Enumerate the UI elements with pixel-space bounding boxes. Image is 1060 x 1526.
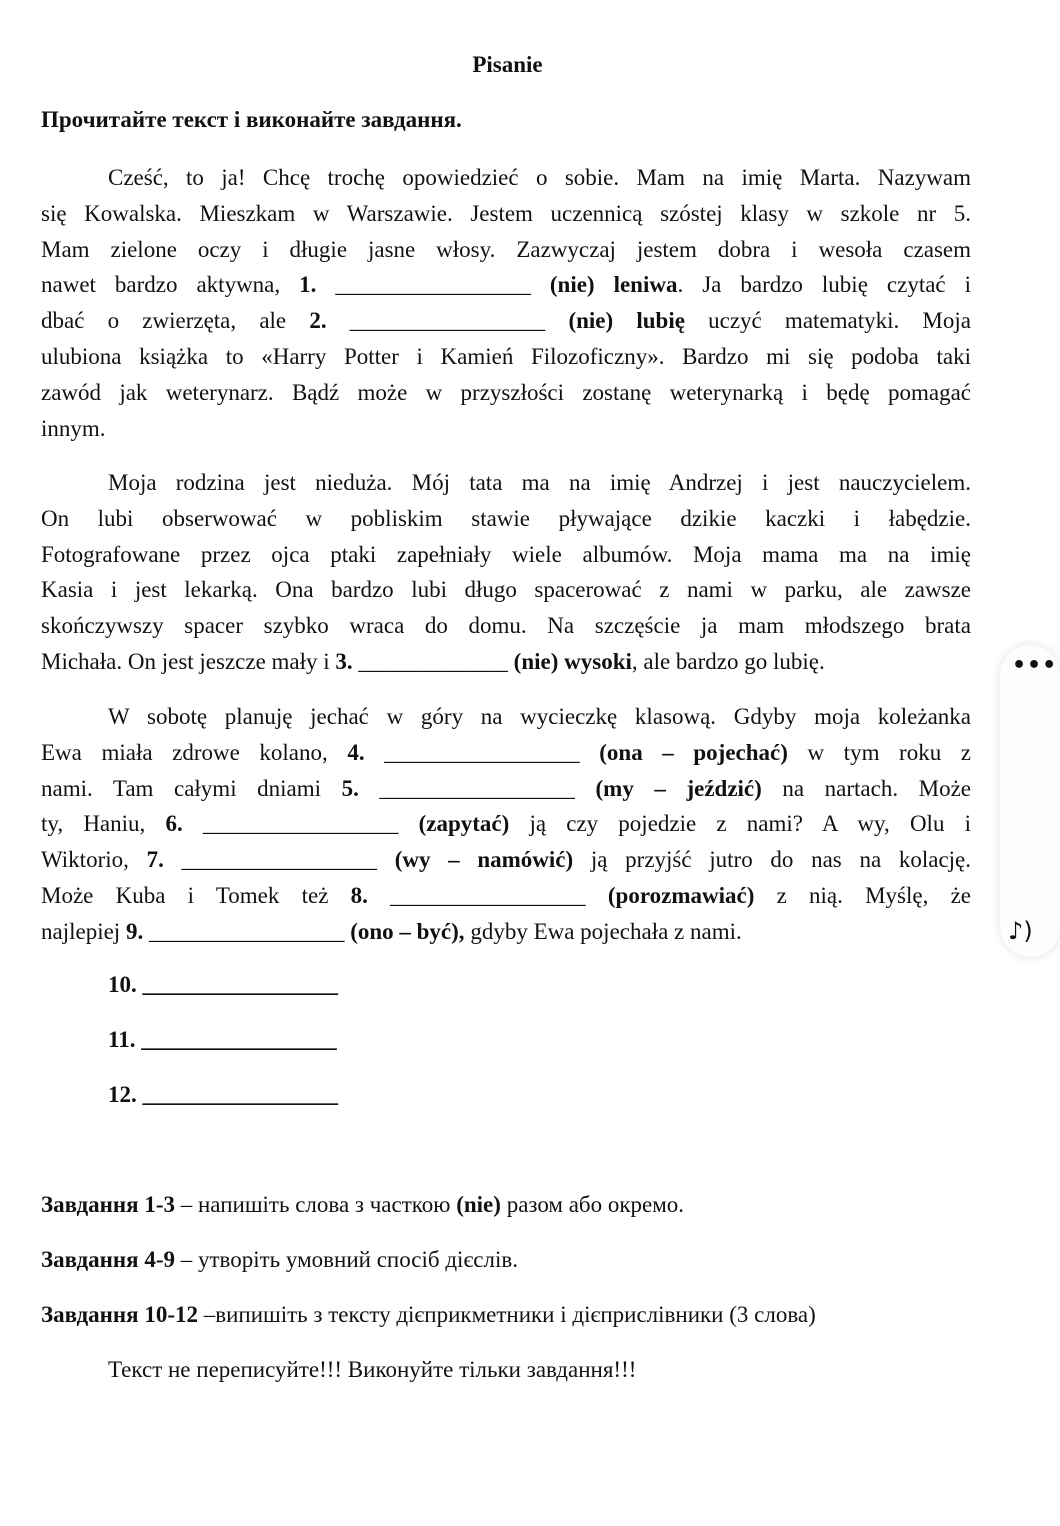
text-run: , ale bardzo go lubię. bbox=[631, 648, 825, 674]
text-line bbox=[41, 232, 971, 268]
text-run: _________________ bbox=[358, 775, 596, 801]
text-line bbox=[41, 339, 971, 375]
text-run: _________________ bbox=[163, 847, 395, 873]
paragraph-2 bbox=[41, 465, 971, 680]
text-line bbox=[41, 878, 971, 914]
text-run: ją czy pojedzie z nami? A wy, Olu i bbox=[509, 811, 972, 837]
task-label: Завдання 10-12 bbox=[41, 1302, 198, 1327]
text-line bbox=[41, 608, 971, 644]
text-run: się Kowalska. Mieszkam w Warszawie. Jestem uczennicą szóstej klasy w szkole nr 5. bbox=[41, 200, 971, 226]
document-title: Pisanie bbox=[472, 52, 543, 77]
bold-text: 1. bbox=[299, 272, 317, 298]
bold-text: (ona – pojechać) bbox=[599, 739, 788, 765]
bold-text: (nie) leniwa bbox=[549, 272, 678, 298]
text-line bbox=[41, 771, 971, 807]
text-run: _________________ bbox=[182, 811, 419, 837]
more-icon[interactable]: ••• bbox=[1012, 653, 1058, 678]
bold-text: 4. bbox=[347, 739, 365, 765]
text-run: innym. bbox=[41, 415, 106, 441]
bold-text: (nie) wysoki bbox=[513, 648, 632, 674]
text-line bbox=[41, 465, 971, 501]
answer-line-10: 10. _________________ bbox=[108, 972, 338, 997]
text-run: skończywszy spacer szybko wraca do domu. Na szczęście ja mam młodszego brata bbox=[41, 613, 971, 639]
text-run: Ewa miała zdrowe kolano, bbox=[41, 739, 348, 765]
bold-text: (zapytać) bbox=[418, 811, 510, 837]
text-run: Fotografowane przez ojca ptaki zapełniały wiele albumów. Moja mama ma na imię bbox=[41, 541, 971, 567]
text-run: gdyby Ewa pojechała z nami. bbox=[464, 918, 742, 944]
text-run: Kasia i jest lekarką. Ona bardzo lubi długo spacerować z nami w parku, ale zawsze bbox=[41, 577, 971, 603]
text-line bbox=[41, 735, 971, 771]
text-run: Może Kuba i Tomek też bbox=[41, 882, 351, 908]
text-line bbox=[41, 842, 971, 878]
text-line bbox=[41, 160, 971, 196]
answer-line-12: 12. _________________ bbox=[108, 1082, 338, 1107]
bold-text: (nie) lubię bbox=[568, 308, 685, 334]
bold-text: 5. bbox=[341, 775, 359, 801]
bold-text: (ono – być), bbox=[350, 918, 465, 944]
task-text: – утворіть умовний спосіб дієслів. bbox=[174, 1247, 518, 1272]
text-run: zawód jak weterynarz. Bądź może w przyszłości zostanę weterynarką i będę pomagać bbox=[41, 379, 971, 405]
task-text: –випишіть з тексту дієприкметники і дієприслівники (3 слова) bbox=[197, 1302, 816, 1327]
text-run: On lubi obserwować w pobliskim stawie pływające dzikie kaczki i łabędzie. bbox=[41, 505, 971, 531]
text-line bbox=[41, 537, 971, 573]
bold-text: 6. bbox=[165, 811, 183, 837]
text-line bbox=[41, 644, 971, 680]
text-run: nami. Tam całymi dniami bbox=[41, 775, 342, 801]
text-run: ulubiona książka to «Harry Potter i Kamień Filozoficzny». Bardzo mi się podoba taki bbox=[41, 343, 971, 369]
text-line bbox=[41, 303, 971, 339]
text-run: . Ja bardzo lubię czytać i bbox=[677, 272, 972, 298]
text-run: ty, Haniu, bbox=[41, 811, 166, 837]
paragraph-3 bbox=[41, 699, 971, 950]
text-line bbox=[41, 806, 971, 842]
text-run: dbać o zwierzęta, ale bbox=[41, 308, 310, 334]
task-1-3 bbox=[41, 1192, 684, 1218]
text-line bbox=[41, 267, 971, 303]
text-line bbox=[41, 196, 971, 232]
bold-text: (porozmawiać) bbox=[607, 882, 755, 908]
text-run: ją przyjść jutro do nas na kolację. bbox=[573, 847, 972, 873]
text-line bbox=[41, 411, 971, 447]
bold-text: 8. bbox=[350, 882, 368, 908]
text-line bbox=[41, 375, 971, 411]
floating-toolbar[interactable] bbox=[1000, 645, 1060, 957]
text-run: Moja rodzina jest nieduża. Mój tata ma na imię Andrzej i jest nauczycielem. bbox=[108, 470, 971, 495]
text-run: w tym roku z bbox=[787, 739, 971, 765]
text-run: na nartach. Może bbox=[761, 775, 971, 801]
bold-text: (wy – namówić) bbox=[394, 847, 574, 873]
paragraph-1 bbox=[41, 160, 971, 446]
text-run: nawet bardzo aktywna, bbox=[41, 272, 300, 298]
footer-note: Текст не переписуйте!!! Виконуйте тільки завдання!!! bbox=[108, 1357, 637, 1382]
text-run: _________________ bbox=[364, 739, 600, 765]
text-run: Cześć, to ja! Chcę trochę opowiedzieć o sobie. Mam na imię Marta. Nazywam bbox=[108, 165, 971, 190]
text-run: _________________ bbox=[316, 272, 550, 298]
task-emphasis: (nie) bbox=[456, 1192, 501, 1217]
text-run: Michała. On jest jeszcze mały i bbox=[41, 648, 336, 674]
music-icon[interactable]: ♪) bbox=[1008, 917, 1033, 945]
text-run: Wiktorio, bbox=[41, 847, 147, 873]
text-run: _________________ bbox=[143, 918, 351, 944]
text-line bbox=[41, 914, 971, 950]
task-text: – напишіть слова з часткою bbox=[174, 1192, 457, 1217]
text-run: _________________ bbox=[367, 882, 608, 908]
instruction-heading: Прочитайте текст і виконайте завдання. bbox=[41, 107, 462, 132]
bold-text: 7. bbox=[146, 847, 164, 873]
bold-text: 3. bbox=[335, 648, 353, 674]
bold-text: 2. bbox=[309, 308, 327, 334]
task-label: Завдання 1-3 bbox=[41, 1192, 175, 1217]
text-line bbox=[41, 572, 971, 608]
bold-text: 9. bbox=[125, 918, 144, 944]
text-run: Mam zielone oczy i długie jasne włosy. Zazwyczaj jestem dobra i wesoła czasem bbox=[41, 236, 971, 262]
text-line bbox=[41, 699, 971, 735]
text-run: _________________ bbox=[326, 308, 569, 334]
text-run: _____________ bbox=[352, 648, 514, 674]
task-10-12 bbox=[41, 1302, 816, 1328]
text-run: uczyć matematyki. Moja bbox=[684, 308, 971, 334]
text-line bbox=[41, 501, 971, 537]
task-text: разом або окремо. bbox=[500, 1192, 685, 1217]
text-run: najlepiej bbox=[41, 918, 126, 944]
text-run: z nią. Myślę, że bbox=[754, 882, 971, 908]
text-run: W sobotę planuję jechać w góry na wycieczkę klasową. Gdyby moja koleżanka bbox=[108, 704, 971, 729]
task-4-9 bbox=[41, 1247, 518, 1273]
bold-text: (my – jeździć) bbox=[595, 775, 762, 801]
answer-line-11: 11. _________________ bbox=[108, 1027, 337, 1052]
task-label: Завдання 4-9 bbox=[41, 1247, 175, 1272]
